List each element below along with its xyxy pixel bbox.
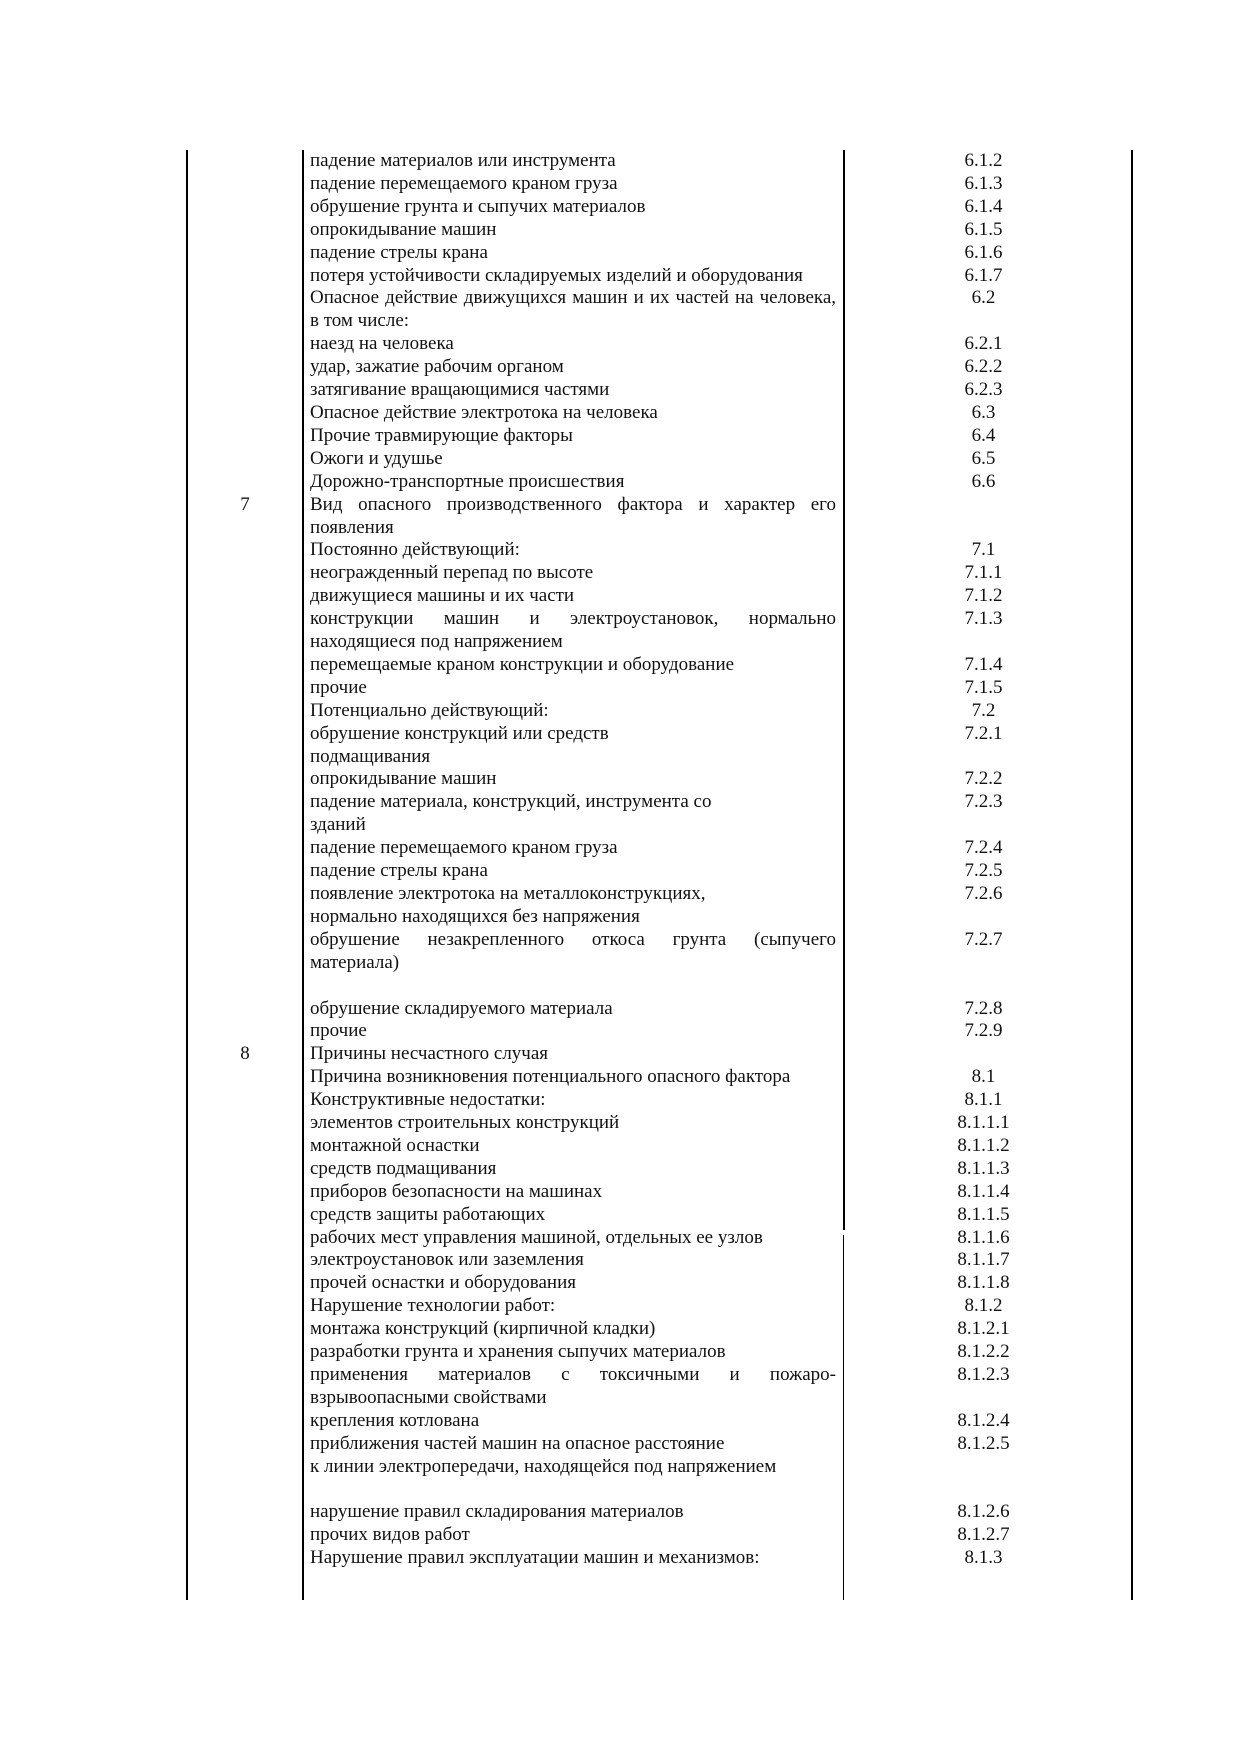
blank-line bbox=[310, 1479, 836, 1502]
table-row bbox=[188, 723, 1131, 769]
row-code: 8.1.2.4 bbox=[957, 1409, 1010, 1431]
row-code: 8.1.1 bbox=[964, 1089, 1003, 1111]
row-code: 8.1.2 bbox=[964, 1295, 1003, 1317]
row-code: 7.2.3 bbox=[964, 791, 1003, 813]
row-number bbox=[188, 677, 302, 700]
row-code: 7.1.1 bbox=[964, 562, 1003, 584]
row-number bbox=[188, 998, 302, 1021]
row-number bbox=[188, 539, 302, 562]
row-description: затягивание вращающимися частями bbox=[310, 379, 610, 401]
row-number bbox=[188, 562, 302, 585]
row-code: 6.6 bbox=[971, 470, 996, 492]
row-description-cell bbox=[302, 471, 836, 494]
row-code: 6.1.3 bbox=[964, 172, 1003, 194]
row-description-cell bbox=[302, 791, 836, 837]
row-description-cell bbox=[302, 356, 836, 379]
row-description-cell bbox=[302, 287, 836, 333]
row-description: Ожоги и удушье bbox=[310, 447, 443, 469]
table-row bbox=[188, 356, 1131, 379]
row-code: 8.1.2.1 bbox=[957, 1318, 1010, 1340]
table-row bbox=[188, 1341, 1131, 1364]
row-description: приближения частей машин на опасное расстояние bbox=[310, 1432, 725, 1454]
table-row bbox=[188, 1249, 1131, 1272]
table-row bbox=[188, 448, 1131, 471]
row-code: 6.2.3 bbox=[964, 379, 1003, 401]
table-row bbox=[188, 1112, 1131, 1135]
row-description: монтажа конструкций (кирпичной кладки) bbox=[310, 1318, 656, 1340]
row-description-cell bbox=[302, 379, 836, 402]
row-description-cell bbox=[302, 1501, 836, 1524]
row-code bbox=[836, 494, 1131, 540]
row-description-cell bbox=[302, 1066, 836, 1089]
row-number bbox=[188, 1089, 302, 1112]
row-number bbox=[188, 425, 302, 448]
row-description: средств подмащивания bbox=[310, 1157, 497, 1179]
row-description-cell bbox=[302, 539, 836, 562]
row-description-cell bbox=[302, 608, 836, 654]
row-number bbox=[188, 1112, 302, 1135]
row-code: 6.2.1 bbox=[964, 333, 1003, 355]
row-description-cell bbox=[302, 1433, 836, 1456]
row-number bbox=[188, 700, 302, 723]
table-row bbox=[188, 791, 1131, 837]
row-description: прочей оснастки и оборудования bbox=[310, 1272, 577, 1294]
row-description: потеря устойчивости складируемых изделий и оборудования bbox=[310, 264, 803, 286]
table-row bbox=[188, 242, 1131, 265]
row-number bbox=[188, 1410, 302, 1433]
row-description: Вид опасного производственного фактора и характер его появления bbox=[310, 493, 836, 538]
row-description-cell bbox=[302, 562, 836, 585]
blank-line bbox=[310, 975, 836, 998]
table-row bbox=[188, 219, 1131, 242]
row-description-cell bbox=[302, 1249, 836, 1272]
row-description-cell bbox=[302, 1547, 836, 1570]
row-number bbox=[188, 929, 302, 998]
row-description: Причина возникновения потенциального опасного фактора bbox=[310, 1066, 791, 1088]
row-number bbox=[188, 837, 302, 860]
table-row bbox=[188, 471, 1131, 494]
row-number: 8 bbox=[240, 1043, 250, 1065]
row-description: падение стрелы крана bbox=[310, 241, 488, 263]
table-row bbox=[188, 425, 1131, 448]
row-description-cell bbox=[302, 242, 836, 265]
row-description: Конструктивные недостатки: bbox=[310, 1089, 546, 1111]
row-code: 8.1.2.6 bbox=[957, 1501, 1010, 1523]
row-description: средств защиты работающих bbox=[310, 1203, 546, 1225]
row-description: прочих видов работ bbox=[310, 1524, 470, 1546]
row-description-cell bbox=[302, 1089, 836, 1112]
row-code: 6.1.5 bbox=[964, 218, 1003, 240]
row-description: перемещаемые краном конструкции и оборудование bbox=[310, 653, 735, 675]
row-description-cell bbox=[302, 929, 836, 998]
table-row bbox=[188, 608, 1131, 654]
row-description-cell bbox=[302, 654, 836, 677]
row-description-cell bbox=[302, 883, 836, 929]
row-code: 8.1.2.3 bbox=[957, 1364, 1010, 1386]
row-number bbox=[188, 402, 302, 425]
table-row bbox=[188, 1501, 1131, 1524]
row-code: 8.1.1.3 bbox=[957, 1157, 1010, 1179]
row-description: конструкции машин и электроустановок, нормально находящиеся под напряжением bbox=[310, 608, 836, 653]
row-description-cell bbox=[302, 1456, 836, 1502]
table-row bbox=[188, 768, 1131, 791]
row-code: 7.2.6 bbox=[964, 883, 1003, 904]
row-number bbox=[188, 1433, 302, 1456]
row-number bbox=[188, 860, 302, 883]
row-number bbox=[188, 1341, 302, 1364]
row-description-cell bbox=[302, 723, 836, 769]
row-description: обрушение незакрепленного откоса грунта (сыпучего материала) bbox=[310, 928, 836, 973]
row-number bbox=[188, 356, 302, 379]
row-code: 6.1.2 bbox=[964, 150, 1003, 171]
table-row bbox=[188, 1135, 1131, 1158]
row-number bbox=[188, 333, 302, 356]
row-description: крепления котлована bbox=[310, 1409, 480, 1431]
row-description-cell bbox=[302, 1158, 836, 1181]
row-description: падение материала, конструкций, инструмента со зданий bbox=[310, 791, 712, 836]
row-description-cell bbox=[302, 1318, 836, 1341]
row-code: 7.2 bbox=[971, 699, 996, 721]
table-row bbox=[188, 379, 1131, 402]
row-description-cell bbox=[302, 768, 836, 791]
row-number bbox=[188, 242, 302, 265]
row-description: Прочие травмирующие факторы bbox=[310, 424, 573, 446]
row-description-cell bbox=[302, 1043, 836, 1066]
row-description: Дорожно-транспортные происшествия bbox=[310, 470, 625, 492]
row-description-cell bbox=[302, 1524, 836, 1547]
row-code: 6.5 bbox=[971, 447, 996, 469]
table-row bbox=[188, 1227, 1131, 1250]
row-code: 7.2.8 bbox=[964, 997, 1003, 1019]
row-code: 7.2.1 bbox=[964, 722, 1003, 744]
table-row bbox=[188, 1295, 1131, 1318]
row-description-cell bbox=[302, 173, 836, 196]
row-description-cell bbox=[302, 150, 836, 173]
table-row bbox=[188, 1318, 1131, 1341]
row-code: 6.3 bbox=[971, 401, 996, 423]
row-description: падение стрелы крана bbox=[310, 860, 488, 882]
row-code: 8.1.1.1 bbox=[957, 1112, 1010, 1134]
row-code: 8.1.1.4 bbox=[957, 1180, 1010, 1202]
row-number bbox=[188, 1204, 302, 1227]
row-number bbox=[188, 1181, 302, 1204]
classification-table bbox=[188, 150, 1131, 1570]
table-row bbox=[188, 677, 1131, 700]
row-code: 8.1.1.5 bbox=[957, 1203, 1010, 1225]
row-description-cell bbox=[302, 196, 836, 219]
row-description: монтажной оснастки bbox=[310, 1134, 480, 1156]
row-description-cell bbox=[302, 837, 836, 860]
row-number bbox=[188, 1135, 302, 1158]
row-number bbox=[188, 379, 302, 402]
row-description: применения материалов с токсичными и пожаро-взрывоопасными свойствами bbox=[310, 1364, 836, 1408]
row-number bbox=[188, 1020, 302, 1043]
row-description-cell bbox=[302, 425, 836, 448]
table-row bbox=[188, 494, 1131, 540]
row-description-cell bbox=[302, 998, 836, 1021]
table-row bbox=[188, 1089, 1131, 1112]
table-row bbox=[188, 265, 1131, 288]
row-description-cell bbox=[302, 219, 836, 242]
row-number bbox=[188, 219, 302, 242]
table-row bbox=[188, 860, 1131, 883]
row-description-cell bbox=[302, 1204, 836, 1227]
row-number bbox=[188, 265, 302, 288]
row-description: падение перемещаемого краном груза bbox=[310, 837, 618, 859]
row-description-cell bbox=[302, 402, 836, 425]
table-row bbox=[188, 654, 1131, 677]
row-number bbox=[188, 1318, 302, 1341]
table-row bbox=[188, 1410, 1131, 1433]
row-number bbox=[188, 1249, 302, 1272]
table-row bbox=[188, 196, 1131, 219]
row-description-cell bbox=[302, 1135, 836, 1158]
row-description: удар, зажатие рабочим органом bbox=[310, 356, 564, 378]
row-number bbox=[188, 471, 302, 494]
table-row bbox=[188, 929, 1131, 998]
row-description-cell bbox=[302, 585, 836, 608]
table-row bbox=[188, 1158, 1131, 1181]
table-row bbox=[188, 837, 1131, 860]
row-description: Потенциально действующий: bbox=[310, 699, 549, 721]
row-code: 7.2.7 bbox=[964, 928, 1003, 950]
row-code: 8.1.3 bbox=[964, 1547, 1003, 1569]
row-description-cell bbox=[302, 1341, 836, 1364]
row-number: 7 bbox=[240, 493, 250, 515]
table-border-right bbox=[1131, 150, 1133, 1600]
row-description: прочие bbox=[310, 1020, 367, 1042]
row-number bbox=[188, 654, 302, 677]
row-code: 7.1.2 bbox=[964, 585, 1003, 607]
row-code: 7.1 bbox=[971, 539, 996, 561]
table-row bbox=[188, 585, 1131, 608]
row-code: 7.2.5 bbox=[964, 860, 1003, 882]
row-description: появление электротока на металлоконструкциях, нормально находящихся без напряжения bbox=[310, 883, 706, 927]
row-description: Опасное действие движущихся машин и их частей на человека, в том числе: bbox=[310, 287, 836, 332]
row-description: опрокидывание машин bbox=[310, 218, 497, 240]
row-code: 6.2 bbox=[971, 287, 996, 309]
row-code bbox=[836, 1456, 1131, 1502]
row-description: обрушение конструкций или средств подмащивания bbox=[310, 722, 609, 767]
row-number bbox=[188, 723, 302, 769]
row-description: наезд на человека bbox=[310, 333, 454, 355]
row-code: 8.1.2.5 bbox=[957, 1432, 1010, 1454]
table-row bbox=[188, 1433, 1131, 1456]
table-row bbox=[188, 402, 1131, 425]
row-number bbox=[188, 608, 302, 654]
table-row bbox=[188, 1181, 1131, 1204]
row-number bbox=[188, 287, 302, 333]
row-description-cell bbox=[302, 1227, 836, 1250]
row-number bbox=[188, 791, 302, 837]
row-code: 8.1.1.2 bbox=[957, 1134, 1010, 1156]
row-description-cell bbox=[302, 1181, 836, 1204]
row-description-cell bbox=[302, 1364, 836, 1410]
table-row bbox=[188, 1547, 1131, 1570]
row-number bbox=[188, 585, 302, 608]
row-code: 6.1.6 bbox=[964, 241, 1003, 263]
row-description-cell bbox=[302, 333, 836, 356]
row-code: 8.1.2.2 bbox=[957, 1341, 1010, 1363]
row-description: Причины несчастного случая bbox=[310, 1043, 549, 1065]
row-description: электроустановок или заземления bbox=[310, 1249, 584, 1271]
table-row bbox=[188, 173, 1131, 196]
table-row bbox=[188, 333, 1131, 356]
table-row bbox=[188, 1066, 1131, 1089]
row-description-cell bbox=[302, 700, 836, 723]
table-row bbox=[188, 150, 1131, 173]
row-description: Постоянно действующий: bbox=[310, 539, 520, 561]
row-number bbox=[188, 883, 302, 929]
table-row bbox=[188, 1043, 1131, 1066]
row-description: Нарушение технологии работ: bbox=[310, 1295, 556, 1317]
row-number bbox=[188, 1364, 302, 1410]
row-number bbox=[188, 1524, 302, 1547]
row-description-cell bbox=[302, 265, 836, 288]
row-description: падение перемещаемого краном груза bbox=[310, 172, 618, 194]
row-number bbox=[188, 1295, 302, 1318]
row-code: 8.1 bbox=[971, 1066, 996, 1088]
table-row bbox=[188, 1020, 1131, 1043]
row-description-cell bbox=[302, 677, 836, 700]
table-row bbox=[188, 1272, 1131, 1295]
row-code: 6.2.2 bbox=[964, 356, 1003, 378]
row-code: 7.2.2 bbox=[964, 768, 1003, 790]
row-description: Опасное действие электротока на человека bbox=[310, 401, 658, 423]
row-code: 8.1.1.8 bbox=[957, 1272, 1010, 1294]
row-description: движущиеся машины и их части bbox=[310, 585, 575, 607]
row-description: обрушение складируемого материала bbox=[310, 997, 613, 1019]
table-row bbox=[188, 883, 1131, 929]
row-code: 7.2.9 bbox=[964, 1020, 1003, 1042]
row-description-cell bbox=[302, 1272, 836, 1295]
row-code: 8.1.1.6 bbox=[957, 1226, 1010, 1248]
row-code: 6.4 bbox=[971, 424, 996, 446]
row-description-cell bbox=[302, 448, 836, 471]
row-number bbox=[188, 448, 302, 471]
row-code: 6.1.7 bbox=[964, 264, 1003, 286]
row-description: элементов строительных конструкций bbox=[310, 1112, 620, 1134]
row-code: 7.1.3 bbox=[964, 608, 1003, 630]
row-description: падение материалов или инструмента bbox=[310, 150, 616, 171]
row-description: неогражденный перепад по высоте bbox=[310, 562, 594, 584]
row-description-cell bbox=[302, 1410, 836, 1433]
row-description: обрушение грунта и сыпучих материалов bbox=[310, 195, 646, 217]
table-row bbox=[188, 1364, 1131, 1410]
row-code: 7.1.5 bbox=[964, 676, 1003, 698]
row-description-cell bbox=[302, 1020, 836, 1043]
row-description: к линии электропередачи, находящейся под напряжением bbox=[310, 1455, 777, 1477]
row-number bbox=[188, 150, 302, 173]
table-row bbox=[188, 1524, 1131, 1547]
table-row bbox=[188, 700, 1131, 723]
row-number bbox=[188, 1066, 302, 1089]
row-description-cell bbox=[302, 860, 836, 883]
row-number bbox=[188, 1547, 302, 1570]
row-number bbox=[188, 1158, 302, 1181]
row-number bbox=[188, 173, 302, 196]
table-row bbox=[188, 1204, 1131, 1227]
row-code: 6.1.4 bbox=[964, 195, 1003, 217]
row-number bbox=[188, 1501, 302, 1524]
row-description: разработки грунта и хранения сыпучих материалов bbox=[310, 1341, 726, 1363]
row-number bbox=[188, 1456, 302, 1502]
row-code: 8.1.1.7 bbox=[957, 1249, 1010, 1271]
table-row bbox=[188, 287, 1131, 333]
row-description: нарушение правил складирования материалов bbox=[310, 1501, 684, 1523]
row-code bbox=[836, 1043, 1131, 1066]
table-row bbox=[188, 1456, 1131, 1502]
row-number bbox=[188, 1272, 302, 1295]
row-number bbox=[188, 768, 302, 791]
row-code: 8.1.2.7 bbox=[957, 1524, 1010, 1546]
table-row bbox=[188, 539, 1131, 562]
row-description: рабочих мест управления машиной, отдельных ее узлов bbox=[310, 1226, 763, 1248]
table-row bbox=[188, 562, 1131, 585]
table-row bbox=[188, 998, 1131, 1021]
row-description: приборов безопасности на машинах bbox=[310, 1180, 603, 1202]
row-description-cell bbox=[302, 1112, 836, 1135]
row-number bbox=[188, 196, 302, 219]
row-description: Нарушение правил эксплуатации машин и механизмов: bbox=[310, 1547, 760, 1569]
row-description-cell bbox=[302, 494, 836, 540]
row-code: 7.1.4 bbox=[964, 653, 1003, 675]
row-description: прочие bbox=[310, 676, 367, 698]
row-code: 7.2.4 bbox=[964, 837, 1003, 859]
row-description-cell bbox=[302, 1295, 836, 1318]
row-number bbox=[188, 1227, 302, 1250]
row-description: опрокидывание машин bbox=[310, 768, 497, 790]
